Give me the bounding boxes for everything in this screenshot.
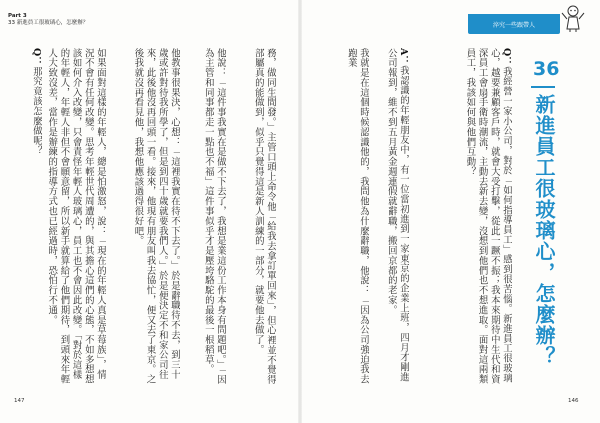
chapter-tab — [468, 14, 560, 34]
question-label: Q： — [31, 48, 42, 67]
question-text: 那究竟該怎麼做呢？ — [31, 66, 42, 156]
chapter-number: 36 — [533, 58, 560, 80]
right-paragraph — [335, 48, 369, 388]
left-paragraph-4 — [46, 48, 106, 388]
answer-label: A： — [398, 48, 409, 66]
page-number-left: 147 — [14, 398, 25, 404]
running-header — [8, 13, 88, 27]
question-label: Q： — [501, 48, 512, 67]
paragraph-text: 我就是在這個時候認識他的，我問他為什麼辭職，他說：「因為公司強迫我去跑業 — [345, 48, 369, 385]
page-number-right: 146 — [568, 398, 579, 404]
right-answer-block — [375, 48, 409, 388]
left-paragraph-3 — [110, 48, 180, 388]
section-title: 新進員工很玻璃心，怎麼辦？ — [16, 20, 89, 26]
paragraph-text: 他教事很果決，心想：「這裡我實在待不下去了。」於是辭職待不去，到三十歲或許對待我所學了，但是到四十歲就要我們人。」於是便決定不和家公司往來，此後他沒再回頭一看。接來，他現有朋友叫我去協忙，便又去了東京。之後我就沒再看見他，我想他應該過得很好吧。 — [132, 48, 180, 385]
mascot-icon — [560, 3, 586, 33]
right-question-block — [412, 48, 512, 388]
part-label: Part 3 — [8, 13, 27, 19]
left-paragraph-1 — [230, 48, 276, 388]
section-number: 33 — [8, 20, 15, 26]
answer-text: 我認識的年輕朋友中，有一位當初進到一家東京的企業上班，四月才剛進公司報到，維不到五月黃金週連假就辭職，搬回京都的老家。 — [385, 48, 409, 383]
page-gutter — [298, 0, 302, 423]
left-paragraph-2 — [184, 48, 226, 388]
chapter-title: 新進員工很玻璃心，怎麼辦？ — [532, 94, 556, 367]
paragraph-text: 務，做同生間發。」主管口頭上命令他「給我去拿訂單回來」，但心裡並不覺得部屬真的能做到，似乎只覺得這是新人訓練的一部分，就要他去做了。 — [252, 48, 276, 385]
question-text: 我經營一家小公司，對於「如何指導員工」感到很苦惱。新進員工很玻璃心，越要兼顧客戶時，就會大受打擊，從此一蹶不振；我本來期待中生代和資深員工會扇手衛時潮流，主動去新去變，沒想到他們也不想進取。面對這兩類員工，我該如何與他們互動？ — [464, 48, 512, 385]
chapter-number-rule — [531, 86, 555, 88]
left-question-block — [24, 48, 42, 388]
chapter-tab-label: 淬究一些跟帶人 — [492, 21, 535, 29]
paragraph-text: 他說：「這件事我實在是做不下去了，我想是業這份工作本身有問題吧。」「因為主管和同事都走一點也不福」這件事似乎才是壓垮駱駝的最後一根稻草。 — [202, 48, 226, 385]
paragraph-text: 如果面對這樣的年輕人，總是怕激怒，說：「現在的年輕人真是草莓族」，情況不會有任何改變。思考年輕世代周遭的，與其擔心這們的心態，不如多想想該如何介入改變，只會責怪年輕人玻璃心，員工也不會因此改變。「對於這樣的年輕人，年輕人非但不會願意留，所以新手就算給了他們期待，到頭來年輕人大致沒差，當作是辦練的指導方式也已經過時，恐怕行不通。 — [46, 48, 106, 385]
